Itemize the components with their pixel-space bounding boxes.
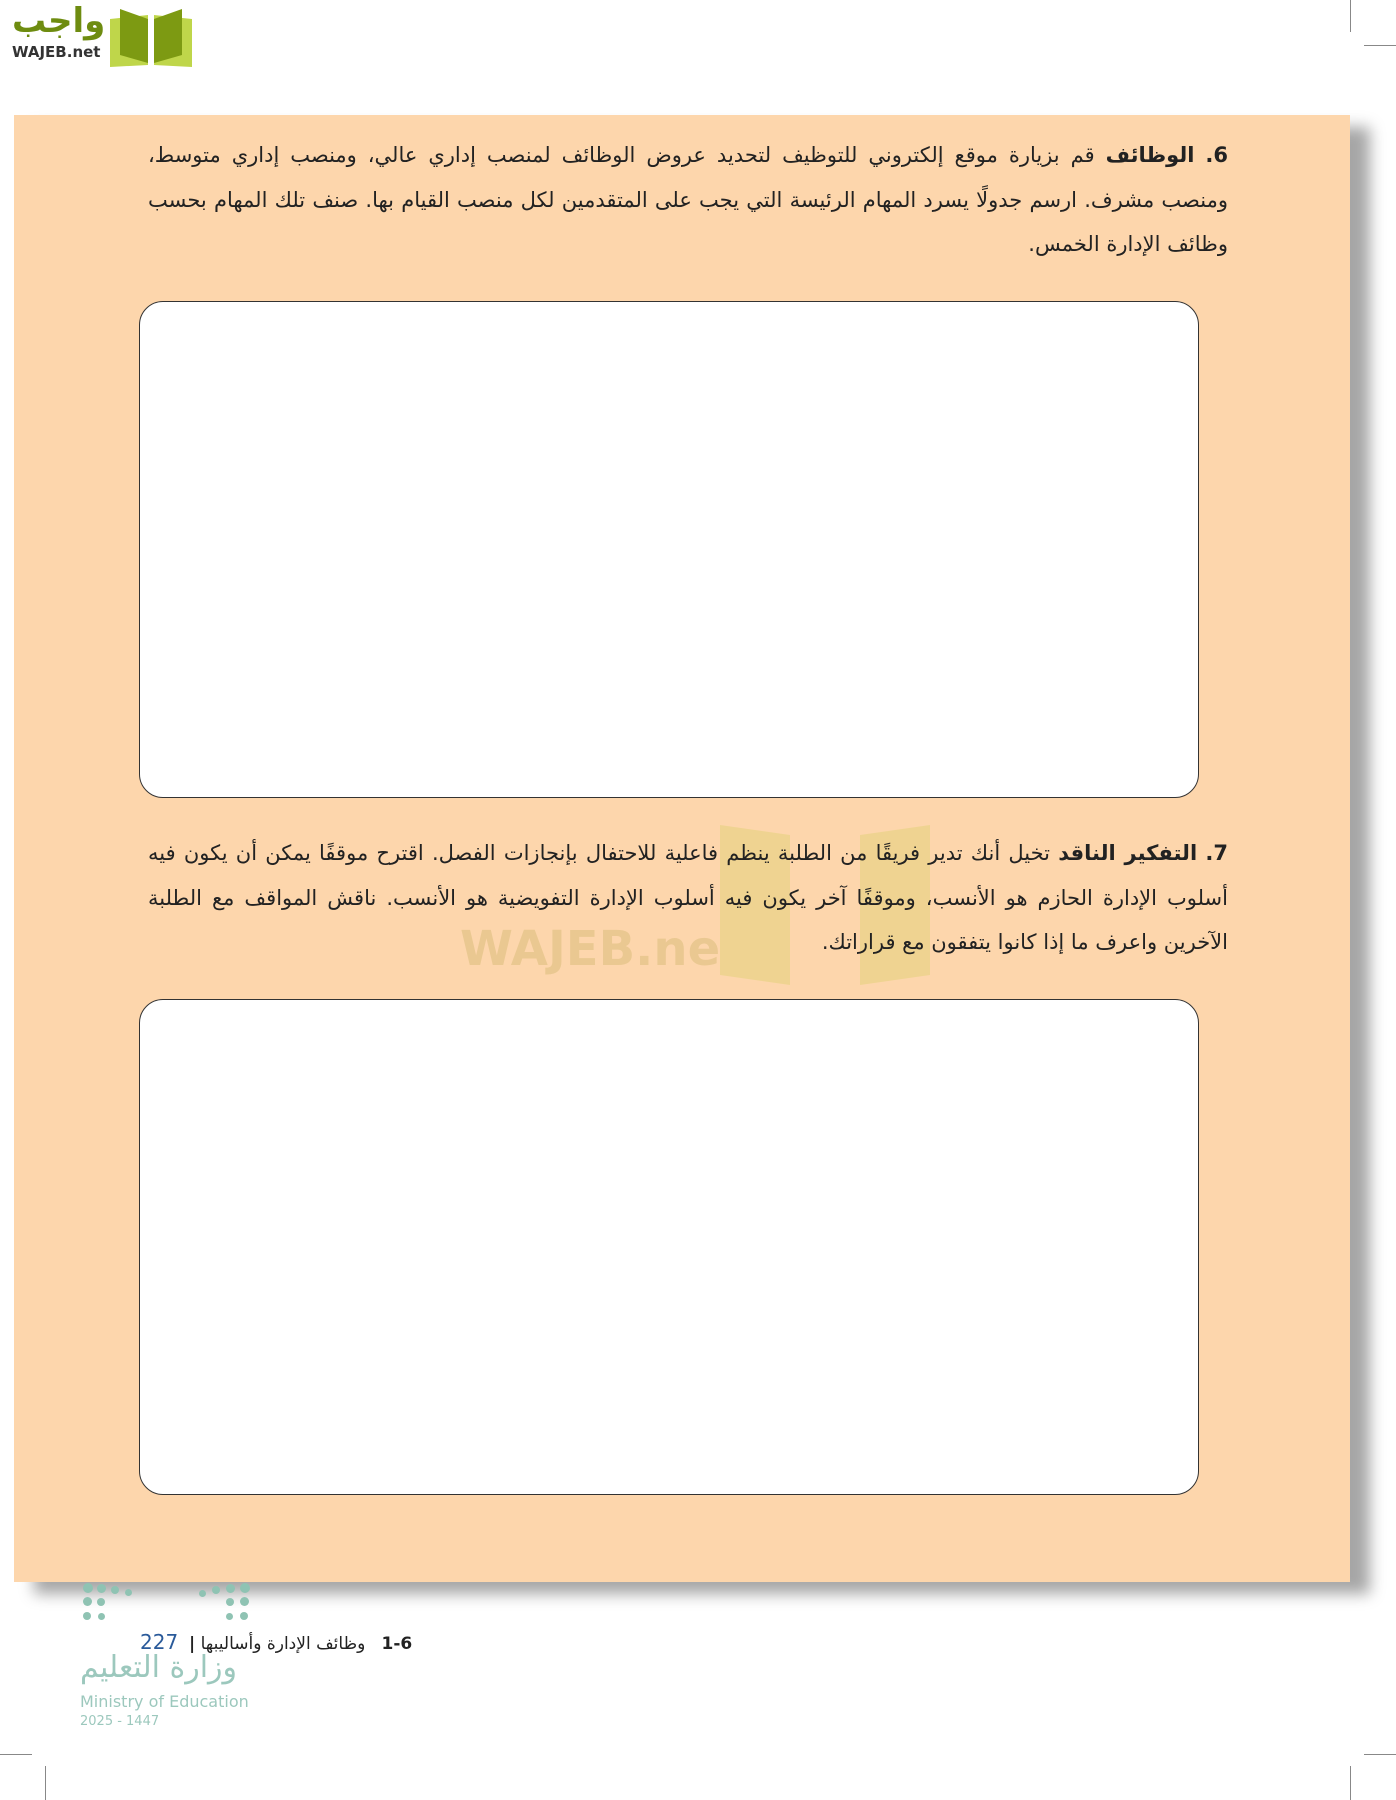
crop-mark — [1350, 0, 1351, 32]
ministry-arabic: وزارة التعليم — [80, 1650, 238, 1685]
question-number: 7. — [1205, 841, 1228, 865]
question-6 — [148, 133, 1228, 267]
section-number: 1-6 — [381, 1634, 413, 1654]
question-number: 6. — [1205, 143, 1228, 167]
logo-arabic: واجب — [12, 1, 106, 41]
crop-mark — [1364, 45, 1396, 46]
question-title: الوظائف — [1105, 143, 1195, 167]
question-7 — [148, 831, 1228, 965]
svg-text:WAJEB.net: WAJEB.net — [460, 921, 744, 977]
page-footer — [140, 1630, 412, 1654]
crop-mark — [1350, 1766, 1351, 1800]
question-text: تخيل أنك تدير فريقًا من الطلبة ينظم فاعلية للاحتفال بإنجازات الفصل. اقترح موقفًا يمكن أن يكون فيه أسلوب الإدارة الحازم هو الأنسب، وموقفًا آخر يكون فيه أسلوب الإدارة التفويضية هو الأنسب. ناقش المواقف مع الطلبة الآخرين واعرف ما إذا كانوا يتفقون مع قراراتك. — [148, 841, 1228, 954]
crop-mark — [1364, 1754, 1396, 1755]
answer-box-7[interactable] — [139, 999, 1199, 1495]
crop-mark — [45, 1766, 46, 1800]
answer-box-6[interactable] — [139, 301, 1199, 798]
logo-latin: WAJEB.net — [12, 43, 101, 61]
ministry-english: Ministry of Education — [80, 1692, 249, 1711]
crop-mark — [0, 1754, 32, 1755]
section-title: وظائف الإدارة وأساليبها — [200, 1634, 366, 1654]
page-number: 227 — [140, 1630, 179, 1654]
year: 2025 - 1447 — [80, 1714, 160, 1729]
separator: | — [189, 1634, 196, 1654]
wajeb-logo — [10, 1, 190, 67]
question-title: التفكير الناقد — [1058, 841, 1198, 865]
question-text: قم بزيارة موقع إلكتروني للتوظيف لتحديد عروض الوظائف لمنصب إداري عالي، ومنصب إداري متوسط، ومنصب مشرف. ارسم جدولًا يسرد المهام الرئيسة التي يجب على المتقدمين لكل منصب القيام بها. صنف تلك المهام بحسب وظائف الإدارة الخمس. — [148, 143, 1228, 256]
book-icon — [106, 5, 196, 67]
